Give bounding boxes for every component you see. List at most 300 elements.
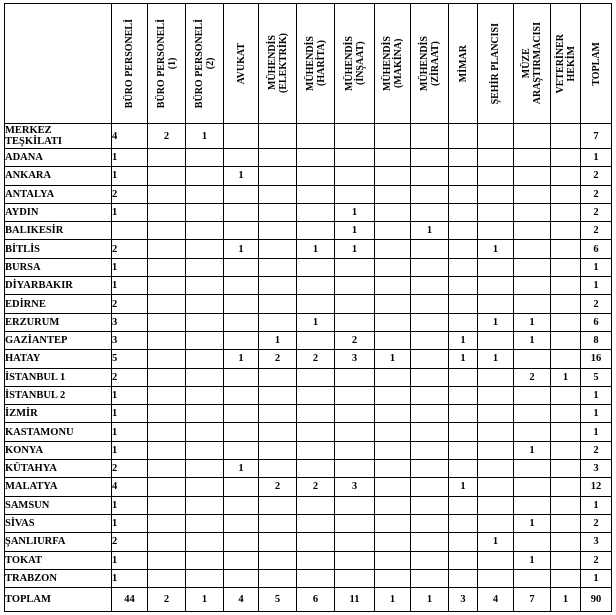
value-cell: 3 <box>449 588 478 612</box>
value-cell: 1 <box>514 551 551 569</box>
value-cell <box>297 331 335 349</box>
value-cell <box>259 551 297 569</box>
value-cell <box>259 258 297 276</box>
value-cell: 1 <box>335 203 375 221</box>
value-cell <box>375 295 411 313</box>
value-cell: 1 <box>375 588 411 612</box>
value-cell <box>186 569 224 587</box>
value-cell: 1 <box>581 569 612 587</box>
value-cell <box>411 478 449 496</box>
value-cell <box>551 514 581 532</box>
value-cell <box>449 441 478 459</box>
value-cell: 1 <box>581 258 612 276</box>
row-label: HATAY <box>5 350 112 368</box>
value-cell: 2 <box>148 124 186 149</box>
value-cell <box>259 533 297 551</box>
value-cell <box>375 149 411 167</box>
table-row <box>5 331 612 349</box>
value-cell: 2 <box>297 350 335 368</box>
value-cell <box>375 441 411 459</box>
value-cell <box>297 203 335 221</box>
value-cell <box>259 185 297 203</box>
value-cell <box>551 258 581 276</box>
value-cell <box>335 368 375 386</box>
value-cell <box>224 203 259 221</box>
value-cell: 4 <box>478 588 514 612</box>
value-cell <box>335 258 375 276</box>
value-cell <box>224 478 259 496</box>
value-cell <box>514 240 551 258</box>
value-cell <box>224 258 259 276</box>
value-cell: 2 <box>581 441 612 459</box>
value-cell <box>551 496 581 514</box>
column-header-label: VETERİNER HEKİM <box>554 33 577 94</box>
value-cell <box>478 423 514 441</box>
table-row <box>5 460 612 478</box>
value-cell <box>335 533 375 551</box>
row-label: KONYA <box>5 441 112 459</box>
value-cell <box>335 423 375 441</box>
value-cell <box>514 258 551 276</box>
value-cell <box>551 295 581 313</box>
column-header-label: MÜZE ARAŞTIRMACISI <box>521 22 543 105</box>
value-cell <box>478 295 514 313</box>
value-cell: 2 <box>581 514 612 532</box>
column-header <box>411 4 449 124</box>
value-cell <box>186 222 224 240</box>
value-cell <box>259 277 297 295</box>
row-label: İSTANBUL 1 <box>5 368 112 386</box>
value-cell <box>224 222 259 240</box>
value-cell <box>186 551 224 569</box>
value-cell <box>259 124 297 149</box>
value-cell <box>514 203 551 221</box>
value-cell <box>551 240 581 258</box>
value-cell: 11 <box>335 588 375 612</box>
value-cell <box>411 331 449 349</box>
value-cell <box>148 277 186 295</box>
value-cell <box>148 386 186 404</box>
table-row <box>5 569 612 587</box>
value-cell <box>411 350 449 368</box>
value-cell <box>551 167 581 185</box>
value-cell <box>375 203 411 221</box>
value-cell <box>551 551 581 569</box>
value-cell <box>259 313 297 331</box>
table-row <box>5 222 612 240</box>
value-cell <box>411 551 449 569</box>
value-cell <box>514 277 551 295</box>
value-cell: 3 <box>581 460 612 478</box>
value-cell: 2 <box>259 350 297 368</box>
value-cell <box>335 167 375 185</box>
value-cell: 2 <box>581 167 612 185</box>
value-cell <box>514 569 551 587</box>
value-cell <box>186 258 224 276</box>
value-cell: 1 <box>335 240 375 258</box>
value-cell <box>411 405 449 423</box>
value-cell: 1 <box>112 386 148 404</box>
value-cell: 1 <box>581 405 612 423</box>
value-cell <box>449 258 478 276</box>
value-cell <box>148 533 186 551</box>
value-cell <box>186 496 224 514</box>
row-label: DİYARBAKIR <box>5 277 112 295</box>
value-cell <box>375 368 411 386</box>
value-cell <box>297 514 335 532</box>
value-cell <box>514 124 551 149</box>
value-cell: 3 <box>112 331 148 349</box>
value-cell <box>375 313 411 331</box>
row-label: BALIKESİR <box>5 222 112 240</box>
value-cell <box>297 386 335 404</box>
value-cell: 1 <box>514 441 551 459</box>
value-cell <box>186 460 224 478</box>
column-header-label: BÜRO PERSONELİ (1) <box>155 18 178 109</box>
value-cell: 1 <box>478 533 514 551</box>
table-row <box>5 368 612 386</box>
value-cell <box>259 569 297 587</box>
value-cell: 1 <box>112 167 148 185</box>
value-cell <box>551 441 581 459</box>
value-cell <box>551 149 581 167</box>
row-label: SAMSUN <box>5 496 112 514</box>
value-cell: 2 <box>581 222 612 240</box>
value-cell: 1 <box>449 331 478 349</box>
value-cell <box>411 368 449 386</box>
table-row <box>5 295 612 313</box>
value-cell: 1 <box>411 588 449 612</box>
value-cell <box>335 514 375 532</box>
value-cell <box>411 313 449 331</box>
value-cell <box>449 405 478 423</box>
value-cell <box>335 496 375 514</box>
value-cell <box>375 533 411 551</box>
value-cell <box>375 222 411 240</box>
value-cell <box>148 569 186 587</box>
value-cell: 1 <box>551 588 581 612</box>
value-cell: 1 <box>514 313 551 331</box>
value-cell: 2 <box>112 460 148 478</box>
value-cell <box>186 478 224 496</box>
value-cell <box>297 405 335 423</box>
value-cell: 3 <box>112 313 148 331</box>
value-cell <box>449 496 478 514</box>
value-cell <box>449 149 478 167</box>
value-cell <box>478 441 514 459</box>
row-label: ANTALYA <box>5 185 112 203</box>
value-cell <box>478 331 514 349</box>
value-cell <box>478 185 514 203</box>
value-cell <box>148 295 186 313</box>
value-cell <box>224 386 259 404</box>
value-cell <box>259 441 297 459</box>
value-cell <box>514 167 551 185</box>
value-cell <box>449 423 478 441</box>
value-cell <box>148 368 186 386</box>
value-cell: 1 <box>186 124 224 149</box>
value-cell <box>551 460 581 478</box>
value-cell: 2 <box>581 551 612 569</box>
value-cell <box>259 240 297 258</box>
table-row <box>5 240 612 258</box>
value-cell <box>335 551 375 569</box>
row-label: SİVAS <box>5 514 112 532</box>
value-cell: 1 <box>335 222 375 240</box>
column-header-label: MÜHENDİS (ZİRAAT) <box>418 35 441 91</box>
column-header <box>148 4 186 124</box>
value-cell <box>514 423 551 441</box>
value-cell <box>148 167 186 185</box>
value-cell <box>148 258 186 276</box>
value-cell: 3 <box>581 533 612 551</box>
table-row <box>5 496 612 514</box>
value-cell: 1 <box>581 496 612 514</box>
value-cell <box>335 149 375 167</box>
row-label: İSTANBUL 2 <box>5 386 112 404</box>
value-cell <box>335 460 375 478</box>
column-header <box>297 4 335 124</box>
value-cell <box>375 460 411 478</box>
value-cell <box>449 277 478 295</box>
value-cell <box>411 423 449 441</box>
value-cell <box>478 222 514 240</box>
column-header-label: ŞEHİR PLANCISI <box>490 22 501 105</box>
value-cell: 1 <box>581 386 612 404</box>
value-cell <box>259 203 297 221</box>
value-cell <box>297 149 335 167</box>
value-cell <box>297 368 335 386</box>
value-cell <box>186 441 224 459</box>
value-cell <box>224 295 259 313</box>
value-cell <box>411 569 449 587</box>
row-label: ANKARA <box>5 167 112 185</box>
value-cell <box>148 496 186 514</box>
value-cell: 1 <box>112 203 148 221</box>
value-cell <box>259 514 297 532</box>
table-row <box>5 350 612 368</box>
value-cell <box>375 405 411 423</box>
row-label: BİTLİS <box>5 240 112 258</box>
column-header <box>112 4 148 124</box>
row-label: GAZİANTEP <box>5 331 112 349</box>
value-cell <box>411 496 449 514</box>
value-cell <box>148 441 186 459</box>
value-cell <box>551 386 581 404</box>
value-cell <box>551 405 581 423</box>
column-header <box>551 4 581 124</box>
table-row <box>5 185 612 203</box>
row-label: EDİRNE <box>5 295 112 313</box>
value-cell <box>186 368 224 386</box>
value-cell <box>148 222 186 240</box>
value-cell <box>478 496 514 514</box>
column-header <box>514 4 551 124</box>
value-cell <box>478 203 514 221</box>
value-cell <box>297 258 335 276</box>
value-cell: 1 <box>551 368 581 386</box>
value-cell: 2 <box>259 478 297 496</box>
value-cell <box>297 441 335 459</box>
value-cell <box>148 240 186 258</box>
value-cell <box>514 496 551 514</box>
value-cell <box>478 124 514 149</box>
value-cell <box>478 460 514 478</box>
value-cell <box>514 478 551 496</box>
value-cell <box>224 569 259 587</box>
value-cell <box>411 441 449 459</box>
value-cell <box>259 222 297 240</box>
value-cell <box>335 185 375 203</box>
table-body <box>5 124 612 612</box>
value-cell <box>411 167 449 185</box>
value-cell: 16 <box>581 350 612 368</box>
value-cell <box>375 569 411 587</box>
header-corner-cell <box>5 4 112 124</box>
value-cell: 6 <box>297 588 335 612</box>
value-cell: 2 <box>112 368 148 386</box>
value-cell: 1 <box>112 569 148 587</box>
value-cell <box>411 460 449 478</box>
value-cell <box>224 551 259 569</box>
row-label: KASTAMONU <box>5 423 112 441</box>
value-cell <box>259 149 297 167</box>
value-cell <box>375 240 411 258</box>
value-cell <box>186 331 224 349</box>
value-cell <box>411 514 449 532</box>
value-cell <box>297 167 335 185</box>
value-cell <box>449 295 478 313</box>
value-cell <box>449 124 478 149</box>
column-header-label: MÜHENDİS (MAKİNA) <box>381 35 404 91</box>
value-cell <box>411 149 449 167</box>
value-cell <box>297 569 335 587</box>
value-cell <box>411 533 449 551</box>
row-label: ADANA <box>5 149 112 167</box>
value-cell: 4 <box>224 588 259 612</box>
value-cell: 2 <box>581 185 612 203</box>
value-cell <box>411 203 449 221</box>
value-cell <box>297 460 335 478</box>
value-cell <box>112 222 148 240</box>
value-cell: 1 <box>112 277 148 295</box>
value-cell <box>297 496 335 514</box>
value-cell <box>375 258 411 276</box>
value-cell <box>375 124 411 149</box>
value-cell <box>186 386 224 404</box>
value-cell <box>449 185 478 203</box>
value-cell: 1 <box>581 277 612 295</box>
value-cell <box>224 331 259 349</box>
value-cell <box>514 460 551 478</box>
value-cell: 2 <box>335 331 375 349</box>
column-header <box>186 4 224 124</box>
row-label: TOPLAM <box>5 588 112 612</box>
column-header <box>259 4 297 124</box>
value-cell <box>478 277 514 295</box>
value-cell <box>186 240 224 258</box>
row-label: MERKEZ TEŞKİLATI <box>5 124 112 149</box>
value-cell <box>478 368 514 386</box>
value-cell <box>186 185 224 203</box>
value-cell <box>449 203 478 221</box>
value-cell <box>297 533 335 551</box>
value-cell <box>224 514 259 532</box>
value-cell <box>375 386 411 404</box>
value-cell <box>148 405 186 423</box>
value-cell <box>224 496 259 514</box>
value-cell <box>514 222 551 240</box>
value-cell <box>478 405 514 423</box>
value-cell <box>148 514 186 532</box>
value-cell <box>224 441 259 459</box>
value-cell <box>449 167 478 185</box>
row-label: BURSA <box>5 258 112 276</box>
column-header-label: MÜHENDİS (ELEKTRİK) <box>266 33 289 94</box>
table-row <box>5 167 612 185</box>
value-cell: 1 <box>224 240 259 258</box>
value-cell <box>148 478 186 496</box>
value-cell <box>514 295 551 313</box>
value-cell: 90 <box>581 588 612 612</box>
value-cell <box>551 423 581 441</box>
value-cell <box>514 533 551 551</box>
table-row <box>5 533 612 551</box>
value-cell: 1 <box>112 514 148 532</box>
value-cell <box>148 460 186 478</box>
value-cell: 1 <box>478 350 514 368</box>
value-cell <box>186 149 224 167</box>
value-cell <box>478 149 514 167</box>
value-cell <box>224 423 259 441</box>
value-cell <box>259 460 297 478</box>
value-cell: 1 <box>581 149 612 167</box>
value-cell <box>375 331 411 349</box>
column-header <box>335 4 375 124</box>
column-header-label: BÜRO PERSONELİ <box>124 18 135 109</box>
value-cell <box>224 368 259 386</box>
value-cell <box>551 569 581 587</box>
value-cell <box>375 496 411 514</box>
value-cell: 6 <box>581 240 612 258</box>
value-cell: 6 <box>581 313 612 331</box>
value-cell <box>449 368 478 386</box>
value-cell <box>148 203 186 221</box>
value-cell <box>411 295 449 313</box>
row-label: TRABZON <box>5 569 112 587</box>
value-cell <box>224 313 259 331</box>
table-row <box>5 478 612 496</box>
value-cell <box>335 441 375 459</box>
value-cell: 4 <box>112 124 148 149</box>
value-cell <box>148 350 186 368</box>
value-cell <box>297 423 335 441</box>
value-cell <box>259 386 297 404</box>
column-header-label: AVUKAT <box>235 42 247 85</box>
value-cell: 1 <box>581 423 612 441</box>
column-header-label: BÜRO PERSONELİ (2) <box>193 18 216 109</box>
value-cell <box>478 386 514 404</box>
value-cell <box>224 277 259 295</box>
value-cell <box>186 313 224 331</box>
value-cell <box>478 551 514 569</box>
value-cell: 3 <box>335 350 375 368</box>
value-cell: 1 <box>449 478 478 496</box>
row-label: İZMİR <box>5 405 112 423</box>
value-cell: 2 <box>112 533 148 551</box>
value-cell <box>259 368 297 386</box>
value-cell: 1 <box>112 496 148 514</box>
